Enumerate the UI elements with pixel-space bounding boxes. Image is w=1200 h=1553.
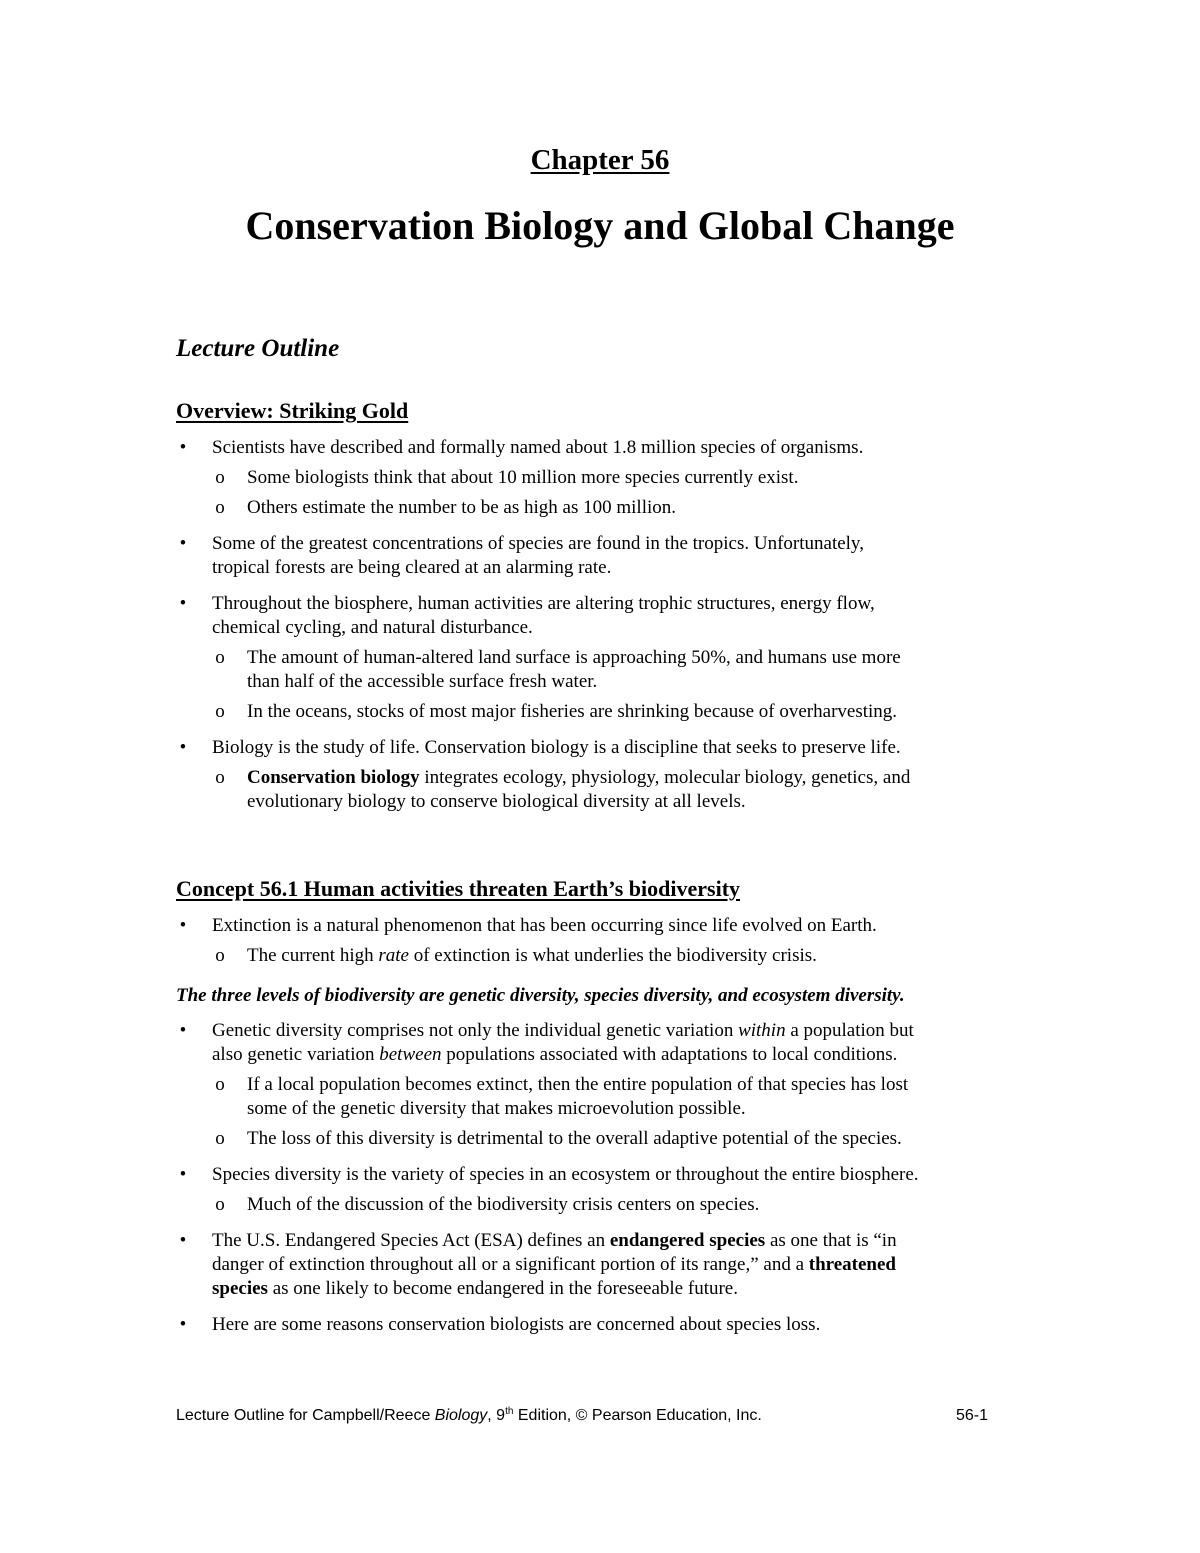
sub-bullet-marker: o bbox=[215, 767, 225, 788]
sub-bullet-marker: o bbox=[215, 497, 225, 518]
bullet-marker: • bbox=[179, 437, 187, 458]
chapter-title: Conservation Biology and Global Change bbox=[245, 203, 955, 248]
list-item: • Species diversity is the variety of species in an ecosystem or throughout the entire biosphere. bbox=[0, 1163, 1020, 1187]
page-number: 56-1 bbox=[955, 1407, 988, 1424]
sub-list-item: o If a local population becomes extinct, then the entire population of that species has lost some of the genetic diversity that makes microevolution possible. bbox=[0, 1073, 1020, 1121]
term-species: species bbox=[212, 1278, 268, 1299]
term-threatened: threatened bbox=[808, 1254, 896, 1275]
sub-list-item: o Much of the discussion of the biodiversity crisis centers on species. bbox=[0, 1193, 1020, 1217]
sub-list-item: o In the oceans, stocks of most major fisheries are shrinking because of overharvesting. bbox=[0, 700, 1020, 724]
bullet-marker: • bbox=[179, 915, 187, 936]
list-item: • Genetic diversity comprises not only the individual genetic variation within a population but also genetic variation between populations associated with adaptations to local conditions. bbox=[0, 1019, 1020, 1067]
bullet-marker: • bbox=[179, 533, 187, 554]
concept-list-2 bbox=[0, 1019, 1200, 1337]
page-footer: Lecture Outline for Campbell/Reece Biology, 9th Edition, © Pearson Education, Inc. 56-1 bbox=[176, 1406, 988, 1424]
sub-bullet-marker: o bbox=[215, 1128, 225, 1149]
bullet-marker: • bbox=[179, 737, 187, 758]
sub-list-item: o The loss of this diversity is detrimental to the overall adaptive potential of the species. bbox=[0, 1127, 1020, 1151]
bullet-marker: • bbox=[179, 1314, 187, 1335]
bullet-marker: • bbox=[179, 1020, 187, 1041]
term-conservation-biology: Conservation biology bbox=[247, 767, 420, 788]
overview-heading: Overview: Striking Gold bbox=[176, 398, 409, 423]
book-title: Biology bbox=[434, 1407, 488, 1424]
sub-bullet-marker: o bbox=[215, 1194, 225, 1215]
concept-heading: Concept 56.1 Human activities threaten Earth’s biodiversity bbox=[176, 876, 741, 901]
list-item: • Some of the greatest concentrations of species are found in the tropics. Unfortunately, tropical forests are being cleared at an alarming rate. bbox=[0, 532, 1020, 580]
list-item: • Here are some reasons conservation biologists are concerned about species loss. bbox=[0, 1313, 1020, 1337]
sub-list-item: o The current high rate of extinction is what underlies the biodiversity crisis. bbox=[0, 944, 1020, 968]
lecture-outline-label: Lecture Outline bbox=[176, 335, 340, 362]
bullet-marker: • bbox=[179, 1230, 187, 1251]
levels-subheading: The three levels of biodiversity are genetic diversity, species diversity, and ecosystem diversity. bbox=[176, 985, 905, 1006]
term-endangered-species: endangered species bbox=[609, 1230, 766, 1251]
sub-bullet-marker: o bbox=[215, 945, 225, 966]
sub-bullet-marker: o bbox=[215, 467, 225, 488]
sub-bullet-marker: o bbox=[215, 1074, 225, 1095]
sub-list-item: o Conservation biology integrates ecology, physiology, molecular biology, genetics, and evolutionary biology to conserve biological diversity at all levels. bbox=[0, 766, 1020, 814]
list-item: • The U.S. Endangered Species Act (ESA) defines an endangered species as one that is “in danger of extinction throughout all or a significant portion of its range,” and a threatened species as one likely to become endangered in the foreseeable future. bbox=[0, 1229, 1020, 1301]
bullet-marker: • bbox=[179, 1164, 187, 1185]
sub-list-item: o Some biologists think that about 10 million more species currently exist. bbox=[0, 466, 1020, 490]
bullet-marker: • bbox=[179, 593, 187, 614]
overview-list bbox=[0, 436, 1200, 814]
list-item: • Biology is the study of life. Conservation biology is a discipline that seeks to preserve life. bbox=[0, 736, 1020, 760]
chapter-number: Chapter 56 bbox=[530, 144, 670, 176]
list-item: • Extinction is a natural phenomenon that has been occurring since life evolved on Earth. bbox=[0, 914, 1020, 938]
sub-list-item: o Others estimate the number to be as high as 100 million. bbox=[0, 496, 1020, 520]
sub-bullet-marker: o bbox=[215, 701, 225, 722]
list-item: • Scientists have described and formally named about 1.8 million species of organisms. bbox=[0, 436, 1020, 460]
list-item: • Throughout the biosphere, human activities are altering trophic structures, energy flow, chemical cycling, and natural disturbance. bbox=[0, 592, 1020, 640]
sub-bullet-marker: o bbox=[215, 647, 225, 668]
sub-list-item: o The amount of human-altered land surface is approaching 50%, and humans use more than half of the accessible surface fresh water. bbox=[0, 646, 1020, 694]
concept-list-1 bbox=[0, 914, 1200, 968]
